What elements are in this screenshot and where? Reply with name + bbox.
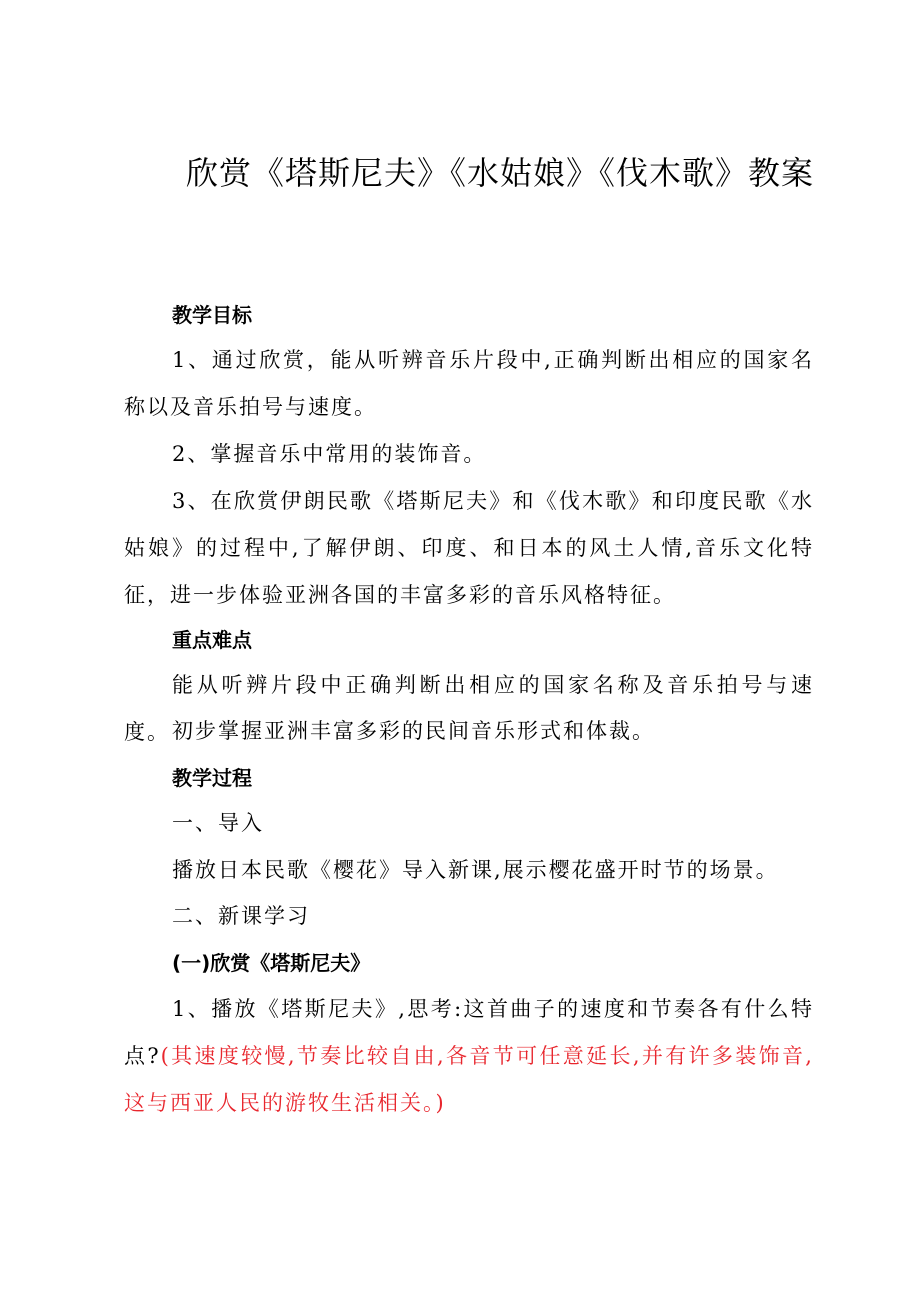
key-points-heading: 重点难点 xyxy=(172,628,252,652)
sub-1-question: 1、播放《塔斯尼夫》,思考:这首曲子的速度和节奏各有什么特点? xyxy=(124,997,814,1068)
objective-2: 2、掌握音乐中常用的装饰音。 xyxy=(172,442,487,466)
key-point-2: 初步掌握亚洲丰富多彩的民间音乐形式和体裁。 xyxy=(172,719,655,743)
objective-1: 1、通过欣赏，能从听辨音乐片段中,正确判断出相应的国家名称以及音乐拍号与速度。 xyxy=(124,348,814,419)
sub-1-heading: (一)欣赏《塔斯尼夫》 xyxy=(172,951,371,975)
step-1-heading: 一、导入 xyxy=(172,811,264,835)
step-1-text: 播放日本民歌《樱花》导入新课,展示樱花盛开时节的场景。 xyxy=(172,858,779,882)
sub-1-answer: (其速度较慢,节奏比较自由,各音节可任意延长,并有许多装饰音,这与西亚人民的游牧生活相关。) xyxy=(124,1044,814,1115)
document-title: 欣赏《塔斯尼夫》《水姑娘》《伐木歌》教案 xyxy=(185,154,814,192)
key-point-1: 能从听辨片段中正确判断出相应的国家名称及音乐拍号与速度。 xyxy=(124,673,814,744)
step-2-heading: 二、新课学习 xyxy=(172,904,310,928)
objectives-heading: 教学目标 xyxy=(172,303,252,327)
objective-3: 3、在欣赏伊朗民歌《塔斯尼夫》和《伐木歌》和印度民歌《水姑娘》的过程中,了解伊朗、印度、和日本的风土人情,音乐文化特征，进一步体验亚洲各国的丰富多彩的音乐风格特征。 xyxy=(124,489,814,607)
process-heading: 教学过程 xyxy=(172,766,252,790)
sub-1-paragraph xyxy=(124,986,814,1127)
